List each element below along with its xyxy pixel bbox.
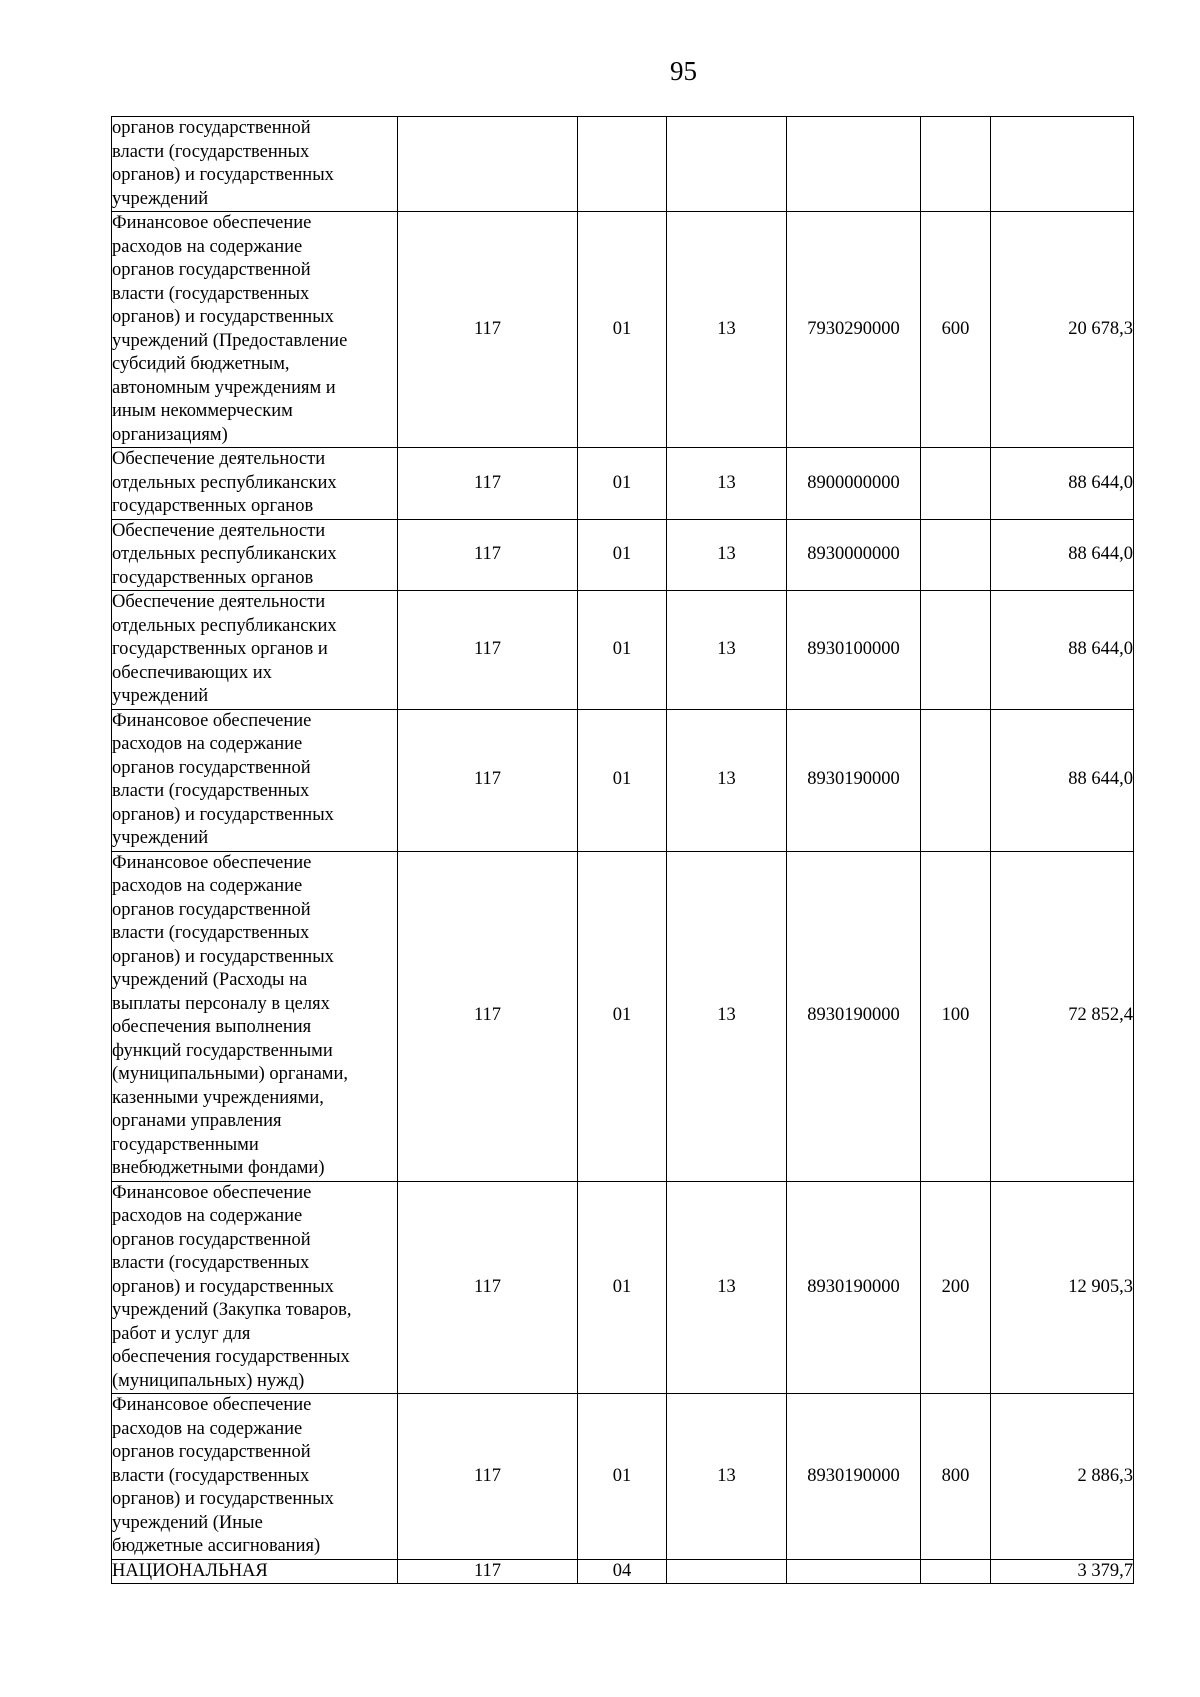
expense-type-code: 800 [921,1394,991,1560]
target-article-code: 8900000000 [787,448,921,520]
table-row [112,1181,1134,1394]
target-article-code: 7930290000 [787,212,921,448]
section-code: 01 [578,591,667,710]
target-article-code: 8930100000 [787,591,921,710]
gr-code: 117 [398,448,578,520]
amount: 88 644,0 [991,591,1134,710]
amount: 72 852,4 [991,851,1134,1181]
item-name: Финансовое обеспечение расходов на содержание органов государственной власти (государственных органов) и государственных учреждений [112,709,398,851]
expense-type-code [921,448,991,520]
item-name: Обеспечение деятельности отдельных республиканских государственных органов [112,448,398,520]
gr-code: 117 [398,1394,578,1560]
gr-code: 117 [398,709,578,851]
amount: 20 678,3 [991,212,1134,448]
subsection-code: 13 [667,448,787,520]
section-code: 01 [578,1181,667,1394]
amount [991,117,1134,212]
amount: 2 886,3 [991,1394,1134,1560]
item-name: Финансовое обеспечение расходов на содержание органов государственной власти (государственных органов) и государственных учреждений (Расходы на выплаты персоналу в целях обеспечения выполнения функций государственными (муниципальными) органами, казенными учреждениями, органами управления государственными внебюджетными фондами) [112,851,398,1181]
expense-type-code: 100 [921,851,991,1181]
table-row [112,519,1134,591]
expense-type-code: 600 [921,212,991,448]
budget-table [111,116,1134,1584]
amount: 88 644,0 [991,448,1134,520]
section-code: 01 [578,851,667,1181]
table-row [112,591,1134,710]
target-article-code [787,1559,921,1584]
section-code: 01 [578,519,667,591]
gr-code: 117 [398,851,578,1181]
target-article-code: 8930190000 [787,1394,921,1560]
table-row [112,709,1134,851]
table-row [112,212,1134,448]
amount: 3 379,7 [991,1559,1134,1584]
gr-code: 117 [398,1559,578,1584]
page-number: 95 [670,56,697,86]
expense-type-code [921,1559,991,1584]
gr-code: 117 [398,212,578,448]
item-name: Обеспечение деятельности отдельных республиканских государственных органов и обеспечивающих их учреждений [112,591,398,710]
section-code [578,117,667,212]
section-code: 01 [578,1394,667,1560]
subsection-code [667,1559,787,1584]
subsection-code: 13 [667,1181,787,1394]
subsection-code: 13 [667,1394,787,1560]
subsection-code: 13 [667,212,787,448]
table-row [112,851,1134,1181]
amount: 88 644,0 [991,709,1134,851]
gr-code [398,117,578,212]
target-article-code [787,117,921,212]
target-article-code: 8930000000 [787,519,921,591]
table-row [112,1394,1134,1560]
target-article-code: 8930190000 [787,709,921,851]
target-article-code: 8930190000 [787,851,921,1181]
amount: 88 644,0 [991,519,1134,591]
subsection-code: 13 [667,851,787,1181]
item-name: Обеспечение деятельности отдельных республиканских государственных органов [112,519,398,591]
table-row [112,117,1134,212]
expense-type-code [921,117,991,212]
table-row [112,1559,1134,1584]
section-code: 04 [578,1559,667,1584]
subsection-code: 13 [667,519,787,591]
section-code: 01 [578,709,667,851]
gr-code: 117 [398,519,578,591]
subsection-code: 13 [667,591,787,710]
item-name: Финансовое обеспечение расходов на содержание органов государственной власти (государственных органов) и государственных учреждений (Закупка товаров, работ и услуг для обеспечения государственных (муниципальных) нужд) [112,1181,398,1394]
subsection-code: 13 [667,709,787,851]
section-code: 01 [578,448,667,520]
section-code: 01 [578,212,667,448]
gr-code: 117 [398,591,578,710]
table-row [112,448,1134,520]
item-name: НАЦИОНАЛЬНАЯ [112,1559,398,1584]
item-name: Финансовое обеспечение расходов на содержание органов государственной власти (государственных органов) и государственных учреждений (Иные бюджетные ассигнования) [112,1394,398,1560]
subsection-code [667,117,787,212]
expense-type-code [921,709,991,851]
item-name: Финансовое обеспечение расходов на содержание органов государственной власти (государственных органов) и государственных учреждений (Предоставление субсидий бюджетным, автономным учреждениям и иным некоммерческим организациям) [112,212,398,448]
target-article-code: 8930190000 [787,1181,921,1394]
expense-type-code [921,519,991,591]
gr-code: 117 [398,1181,578,1394]
expense-type-code: 200 [921,1181,991,1394]
item-name: органов государственной власти (государственных органов) и государственных учреждений [112,117,398,212]
expense-type-code [921,591,991,710]
amount: 12 905,3 [991,1181,1134,1394]
table-body [112,117,1134,1584]
